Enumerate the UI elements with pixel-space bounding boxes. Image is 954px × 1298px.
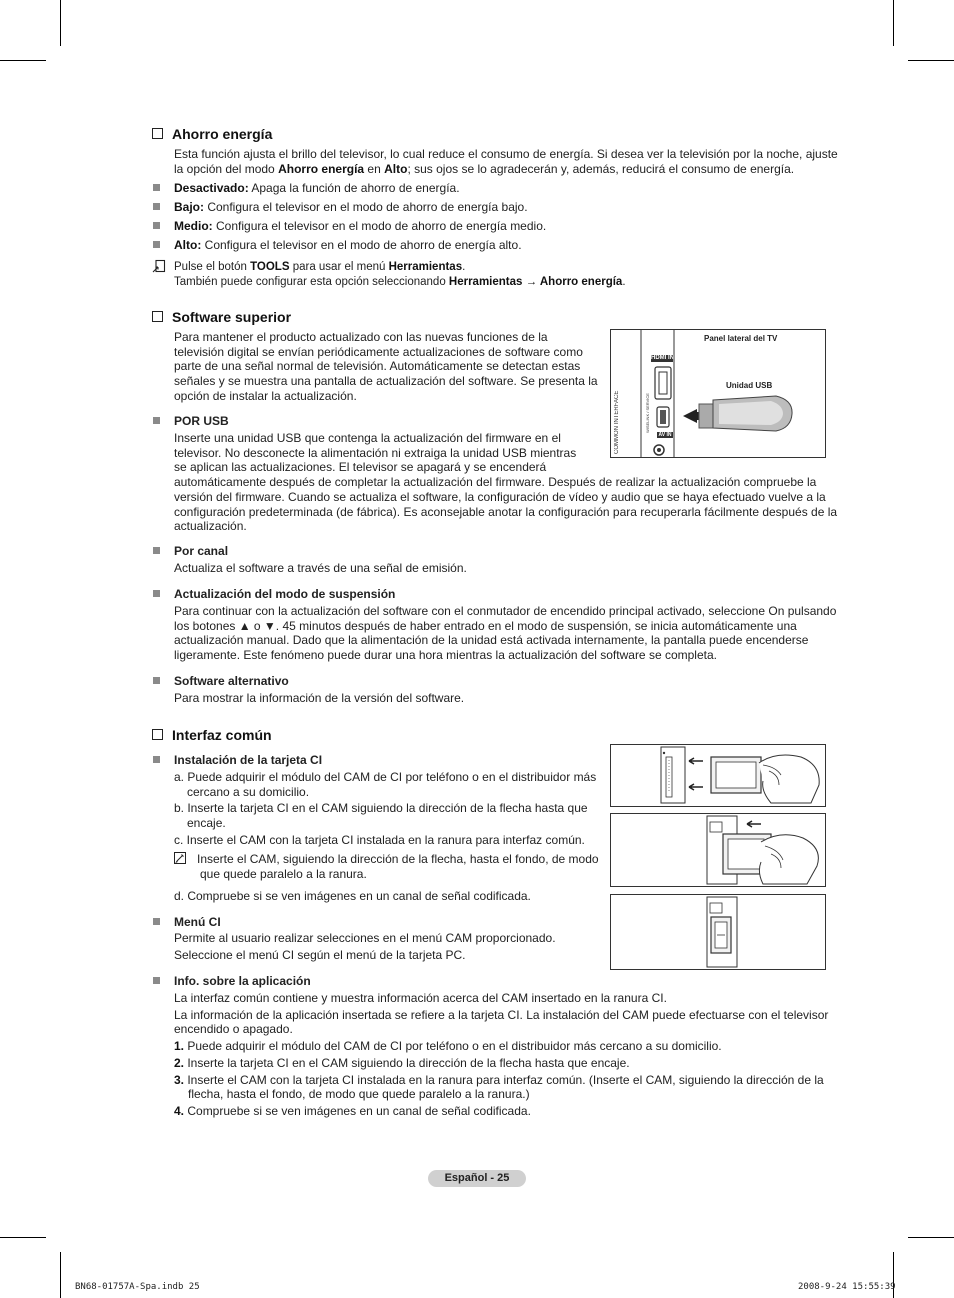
subheading-menu-ci: Menú CI <box>174 915 221 929</box>
remote-note-icon <box>152 259 166 273</box>
text-line: c. Inserte el CAM con la tarjeta CI instalada en la ranura para interfaz común. <box>174 832 585 847</box>
text-line: televisión digital se envían periódicamente actualizaciones de software como <box>174 344 583 359</box>
text-line: La información de la aplicación insertada se refiere a la tarjeta CI. La instalación del CAM puede efectuarse con el televisor <box>174 1007 829 1022</box>
list-item <box>174 238 522 253</box>
ahorro-intro <box>174 147 838 176</box>
text-line: flecha, hasta el fondo, de modo que quede paralelo a la ranura.) <box>188 1087 530 1102</box>
list-item <box>174 219 546 234</box>
text-line: a. Puede adquirir el módulo del CAM de CI por teléfono o en el distribuidor más <box>174 770 597 784</box>
text-line: Permite al usuario realizar selecciones en el menú CAM proporcionado. <box>174 931 556 945</box>
text-line: Inserte el CAM, siguiendo la dirección de la flecha, hasta el fondo, de modo <box>197 852 599 866</box>
text-line <box>174 1056 828 1071</box>
checkbox-square-icon <box>152 128 163 139</box>
text-line: encendido o apagado. <box>174 1022 293 1037</box>
section-title-software <box>152 309 291 325</box>
note-pencil-icon <box>174 852 186 864</box>
section-title-ci <box>152 727 272 743</box>
t: en <box>364 161 385 176</box>
hdmi-label: HDMI IN 4 <box>651 355 680 361</box>
text-line <box>174 275 626 290</box>
t: Compruebe si se ven imágenes en un canal de señal codificada. <box>184 1103 531 1118</box>
bullet-icon <box>153 222 160 229</box>
info-aplicacion-text <box>174 991 828 1119</box>
t: para usar el menú <box>289 261 389 273</box>
t: TOOLS <box>250 261 290 273</box>
page-number-badge: Español - 25 <box>428 1170 526 1187</box>
t: Apaga la función de ahorro de energía. <box>248 181 460 195</box>
cam-slot-insert-illustration <box>611 814 825 886</box>
text-line: opción de instalar la actualización. <box>174 388 357 403</box>
crop-mark <box>0 1237 46 1238</box>
text-line: ligeramente. Este fenómeno puede durar una hora mientras la actualización del software se completa. <box>174 648 717 663</box>
title-text: Software superior <box>172 309 292 325</box>
t: Inserte el CAM con la tarjeta CI instalada en la ranura para interfaz común. (Inserte el CAM, siguiendo la dirección de la <box>184 1072 824 1087</box>
bullet-icon <box>153 677 160 684</box>
bullet-icon <box>153 977 160 984</box>
subheading-instalacion: Instalación de la tarjeta CI <box>174 753 323 767</box>
text-line: Seleccione el menú CI según el menú de la tarjeta PC. <box>174 947 466 962</box>
t: Alto: <box>174 238 202 252</box>
t: Herramientas <box>388 261 463 273</box>
text-line <box>174 162 838 177</box>
text-line: televisor. No desconecte la alimentación ni extraiga la unidad USB mientras <box>174 445 577 460</box>
text-line: se aplican las actualizaciones. El televisor se apagará y se encenderá <box>174 460 547 475</box>
ahorro-note <box>174 260 626 289</box>
t: Configura el televisor en el modo de ahorro de energía alto. <box>201 238 522 252</box>
usb-label: Unidad USB <box>726 381 773 390</box>
t: Alto <box>384 161 408 176</box>
crop-mark <box>0 60 46 61</box>
ci-figure-2 <box>610 813 826 887</box>
bullet-icon <box>153 590 160 597</box>
t: 2. <box>174 1055 185 1070</box>
subheading-por-canal: Por canal <box>174 544 229 558</box>
t: ; sus ojos se lo agradecerán y, además, reducirá el consumo de energía. <box>407 161 795 176</box>
subheading-alternativo: Software alternativo <box>174 674 289 688</box>
menu-ci-text <box>174 931 556 962</box>
text-line: Esta función ajusta el brillo del televisor, lo cual reduce el consumo de energía. Si desea ver la televisión por la noche, ajuste <box>174 147 838 161</box>
text-line: Para continuar con la actualización del software con el conmutador de encendido principal activado, seleccione On pulsando <box>174 604 837 618</box>
text-line: configuración predeterminada (de fábrica). Es aconsejable anotar la configuración para recuperarla fácilmente después de la <box>174 504 838 519</box>
t: 4. <box>174 1103 185 1118</box>
t: 3. <box>174 1072 185 1087</box>
ci-figure-3 <box>610 894 826 970</box>
common-interface-label: COMMON INTERFACE <box>614 390 620 454</box>
text-line <box>174 1073 828 1088</box>
t: . <box>462 261 466 273</box>
t: Bajo: <box>174 200 204 214</box>
software-intro <box>174 330 598 404</box>
crop-mark <box>893 0 894 46</box>
crop-mark <box>60 1252 61 1298</box>
slug-filename: BN68-01757A-Spa.indb 25 <box>75 1282 200 1292</box>
slug-datetime: 2008-9-24 15:55:39 <box>798 1282 896 1292</box>
list-item <box>174 181 460 196</box>
text-line: actualización manual. Dado que la alimentación de la unidad está activada internamente, la pantalla puede encenderse <box>174 633 809 648</box>
t: . <box>622 275 626 288</box>
cam-card-insert-illustration <box>611 745 825 806</box>
bullet-icon <box>153 547 160 554</box>
text-line: parte de una señal normal de televisión. Automáticamente se detectan estas <box>174 359 581 374</box>
text-line: encaje. <box>187 816 226 831</box>
text-line: versión del firmware. Cuando se actualiza el software, la configuración de vídeo y audio que se haya efectuado vuelve a la <box>174 489 826 504</box>
bullet-icon <box>153 241 160 248</box>
alternativo-text: Para mostrar la información de la versión del software. <box>174 691 465 705</box>
bullet-icon <box>153 918 160 925</box>
t: Medio: <box>174 219 213 233</box>
text-line: b. Inserte la tarjeta CI en el CAM siguiendo la dirección de la flecha hasta que <box>174 801 588 816</box>
text-line <box>174 1104 828 1119</box>
text-line: que quede paralelo a la ranura. <box>200 866 367 881</box>
bullet-icon <box>153 203 160 210</box>
ci-figure-1 <box>610 744 826 807</box>
text-line: señales y se muestra una pantalla de actualización del software. Se presenta la <box>174 374 598 389</box>
service-label: WISELINK / SERVICE <box>645 393 650 433</box>
subheading-por-usb: POR USB <box>174 414 229 428</box>
text-line: automáticamente después de completar la actualización del firmware. Después de realizar la actualización compruebe la <box>174 475 817 490</box>
checkbox-square-icon <box>152 311 163 322</box>
t: Configura el televisor en el modo de ahorro de energía medio. <box>212 219 547 233</box>
t: 1. <box>174 1039 185 1054</box>
text-line <box>174 260 626 275</box>
av-in-label: AV IN <box>658 432 672 438</box>
t: Configura el televisor en el modo de ahorro de energía bajo. <box>204 200 528 214</box>
t: la opción del modo <box>174 161 279 176</box>
list-item <box>174 200 528 215</box>
checkbox-square-icon <box>152 729 163 740</box>
panel-label: Panel lateral del TV <box>704 334 778 343</box>
title-text: Interfaz común <box>172 727 272 743</box>
bullet-icon <box>153 417 160 424</box>
title-text: Ahorro energía <box>172 126 273 142</box>
suspension-text <box>174 604 836 663</box>
section-title-ahorro <box>152 126 272 142</box>
text-line: Inserte una unidad USB que contenga la actualización del firmware en el <box>174 431 561 445</box>
crop-mark <box>908 1237 954 1238</box>
crop-mark <box>908 60 954 61</box>
instalacion-note <box>197 852 599 881</box>
text-line: actualización. <box>174 519 247 534</box>
bullet-icon <box>153 756 160 763</box>
instalacion-steps <box>174 770 596 848</box>
t: Desactivado: <box>174 181 249 195</box>
subheading-suspension: Actualización del modo de suspensión <box>174 587 396 601</box>
por-usb-text <box>174 431 837 534</box>
text-line: Para mantener el producto actualizado con las nuevas funciones de la <box>174 330 548 344</box>
text-line <box>174 1039 828 1054</box>
instalacion-step-d: d. Compruebe si se ven imágenes en un canal de señal codificada. <box>174 889 531 903</box>
crop-mark <box>60 0 61 46</box>
t: Ahorro energía <box>278 161 365 176</box>
t: Herramientas → Ahorro energía <box>448 275 623 288</box>
t: Inserte la tarjeta CI en el CAM siguiendo la dirección de la flecha hasta que encaje. <box>184 1055 630 1070</box>
text-line: La interfaz común contiene y muestra información acerca del CAM insertado en la ranura CI. <box>174 991 667 1005</box>
text-line: cercano a su domicilio. <box>187 784 310 799</box>
t: También puede configurar esta opción seleccionando <box>174 275 449 288</box>
t: Puede adquirir el módulo del CAM de CI por teléfono o en el distribuidor más cercano a su domicilio. <box>184 1039 722 1054</box>
bullet-icon <box>153 184 160 191</box>
cam-installed-illustration <box>611 895 825 969</box>
t: Pulse el botón <box>174 261 251 273</box>
text-line: los botones ▲ o ▼. 45 minutos después de haber entrado en el modo de suspensión, se inicia automáticamente una <box>174 618 797 633</box>
por-canal-text: Actualiza el software a través de una señal de emisión. <box>174 561 467 575</box>
subheading-info-aplicacion: Info. sobre la aplicación <box>174 974 311 988</box>
